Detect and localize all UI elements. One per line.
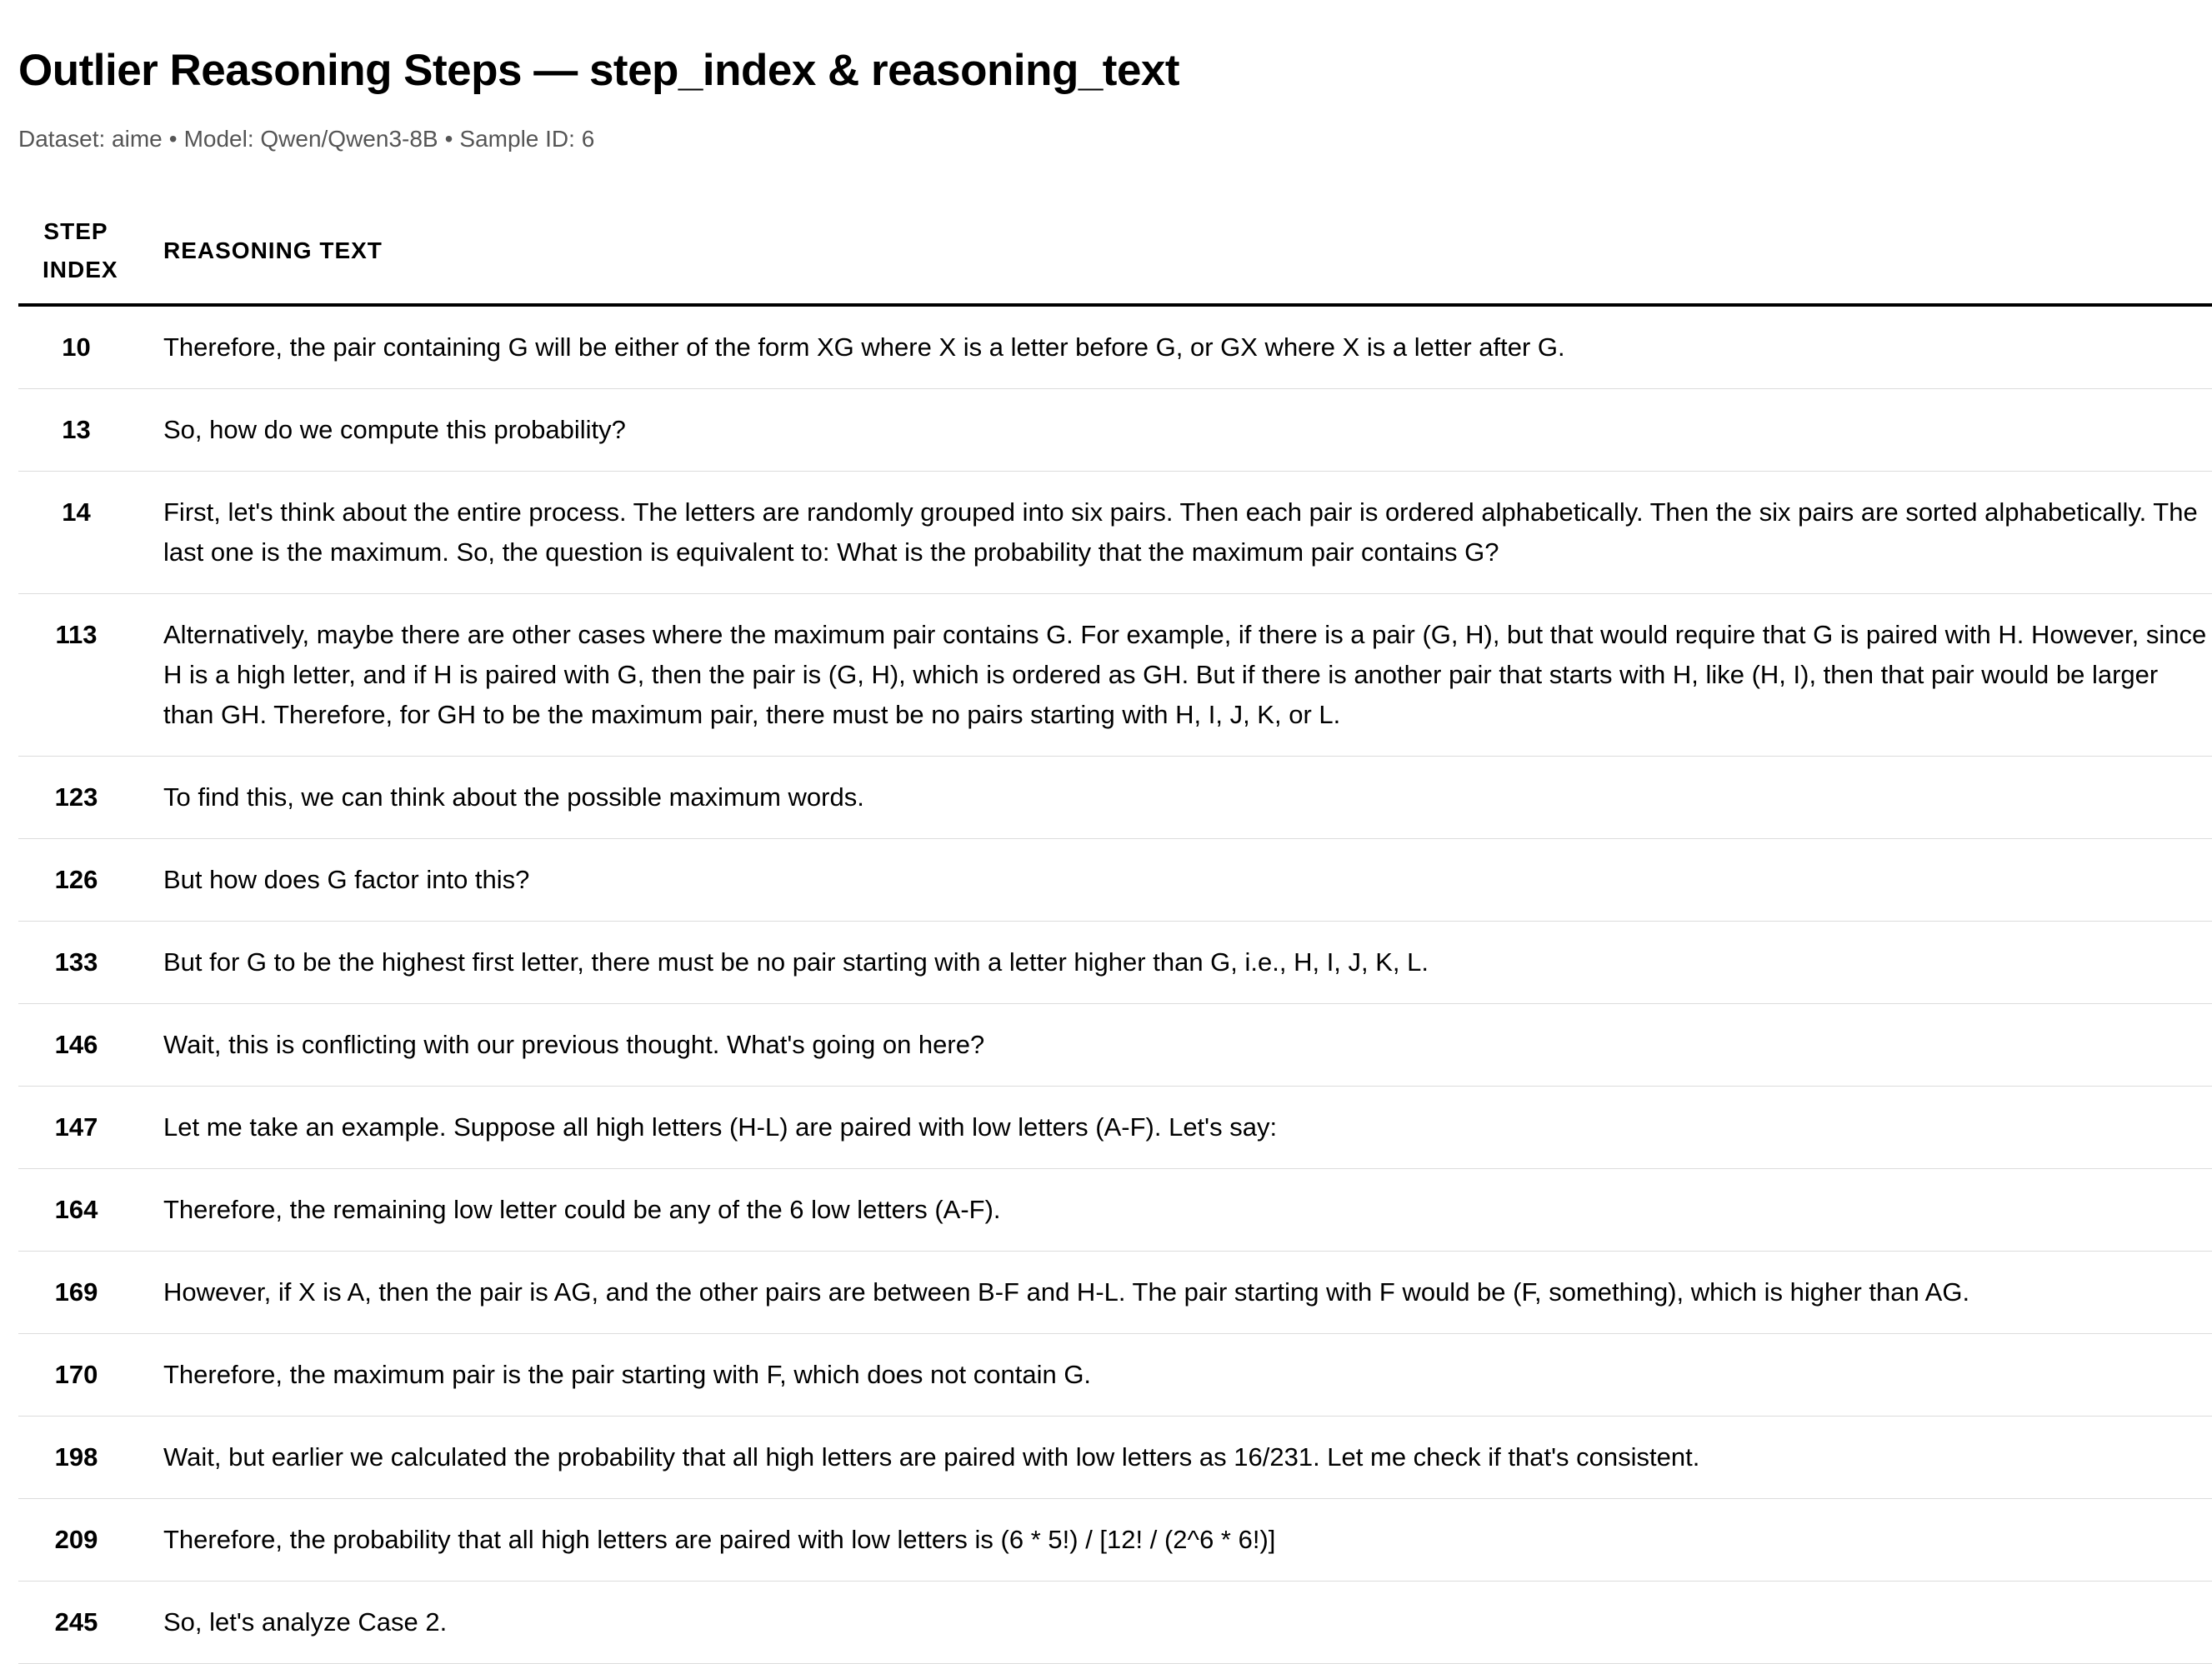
meta-separator: • <box>168 126 178 152</box>
step-index-cell: 198 <box>18 1417 143 1499</box>
step-index-cell: 14 <box>18 472 143 594</box>
step-index-cell: 170 <box>18 1334 143 1417</box>
column-header-step-index-label: STEP INDEX <box>43 218 118 282</box>
step-index-cell: 10 <box>18 305 143 389</box>
table-row <box>18 1582 2212 1664</box>
reasoning-text-cell: However, if X is A, then the pair is AG, and the other pairs are between B-F and H-L. The pair starting with F would be (F, something), which is higher than AG. <box>143 1252 2212 1334</box>
reasoning-text-cell: Therefore, the maximum pair is the pair starting with F, which does not contain G. <box>143 1334 2212 1417</box>
sample-id-label: Sample ID: 6 <box>459 126 595 152</box>
step-index-cell: 126 <box>18 839 143 922</box>
reasoning-text-cell: To find this, we can think about the possible maximum words. <box>143 757 2212 839</box>
step-index-cell: 13 <box>18 389 143 472</box>
reasoning-text-cell: Therefore, the pair containing G will be either of the form XG where X is a letter before G, or GX where X is a letter after G. <box>143 305 2212 389</box>
table-row <box>18 1252 2212 1334</box>
table-row <box>18 305 2212 389</box>
table-row <box>18 1499 2212 1582</box>
reasoning-text-cell: First, let's think about the entire process. The letters are randomly grouped into six pairs. Then each pair is ordered alphabetically. Then the six pairs are sorted alphabetically. The last one is the maximum. So, the question is equivalent to: What is the probability that the maximum pair contains G? <box>143 472 2212 594</box>
step-index-cell: 146 <box>18 1004 143 1087</box>
table-header <box>18 198 2212 305</box>
table-row <box>18 922 2212 1004</box>
step-index-cell: 164 <box>18 1169 143 1252</box>
table-row <box>18 472 2212 594</box>
reasoning-text-cell: But how does G factor into this? <box>143 839 2212 922</box>
table-row <box>18 1087 2212 1169</box>
table-row <box>18 1169 2212 1252</box>
table-row <box>18 1417 2212 1499</box>
page-title: Outlier Reasoning Steps — step_index & reasoning_text <box>18 46 1180 95</box>
reasoning-steps-table <box>18 198 2212 1664</box>
table-row <box>18 1334 2212 1417</box>
reasoning-text-cell: Therefore, the probability that all high letters are paired with low letters is (6 * 5!) / [12! / (2^6 * 6!)] <box>143 1499 2212 1582</box>
model-label: Model: Qwen/Qwen3-8B <box>183 126 438 152</box>
step-index-cell: 113 <box>18 594 143 757</box>
table-row <box>18 757 2212 839</box>
meta-separator: • <box>444 126 453 152</box>
reasoning-text-cell: Let me take an example. Suppose all high letters (H-L) are paired with low letters (A-F). Let's say: <box>143 1087 2212 1169</box>
step-index-cell: 123 <box>18 757 143 839</box>
page-subtitle <box>18 126 594 152</box>
reasoning-text-cell: So, let's analyze Case 2. <box>143 1582 2212 1664</box>
reasoning-text-cell: But for G to be the highest first letter, there must be no pair starting with a letter higher than G, i.e., H, I, J, K, L. <box>143 922 2212 1004</box>
reasoning-text-cell: Alternatively, maybe there are other cases where the maximum pair contains G. For example, if there is a pair (G, H), but that would require that G is paired with H. However, since H is a high letter, and if H is paired with G, then the pair is (G, H), which is ordered as GH. But if there is another pair that starts with H, like (H, I), then that pair would be larger than GH. Therefore, for GH to be the maximum pair, there must be no pairs starting with H, I, J, K, or L. <box>143 594 2212 757</box>
table-row <box>18 389 2212 472</box>
reasoning-text-cell: So, how do we compute this probability? <box>143 389 2212 472</box>
step-index-cell: 245 <box>18 1582 143 1664</box>
table-row <box>18 1004 2212 1087</box>
reasoning-text-cell: Therefore, the remaining low letter could be any of the 6 low letters (A-F). <box>143 1169 2212 1252</box>
table-row <box>18 594 2212 757</box>
column-header-step-index <box>18 198 143 305</box>
step-index-cell: 169 <box>18 1252 143 1334</box>
dataset-label: Dataset: aime <box>18 126 163 152</box>
reasoning-text-cell: Wait, but earlier we calculated the probability that all high letters are paired with low letters as 16/231. Let me check if that's consistent. <box>143 1417 2212 1499</box>
table-header-row <box>18 198 2212 305</box>
table-row <box>18 839 2212 922</box>
step-index-cell: 147 <box>18 1087 143 1169</box>
step-index-cell: 209 <box>18 1499 143 1582</box>
reasoning-text-cell: Wait, this is conflicting with our previous thought. What's going on here? <box>143 1004 2212 1087</box>
step-index-cell: 133 <box>18 922 143 1004</box>
column-header-reasoning-text: REASONING TEXT <box>143 198 2212 305</box>
table-body <box>18 305 2212 1664</box>
